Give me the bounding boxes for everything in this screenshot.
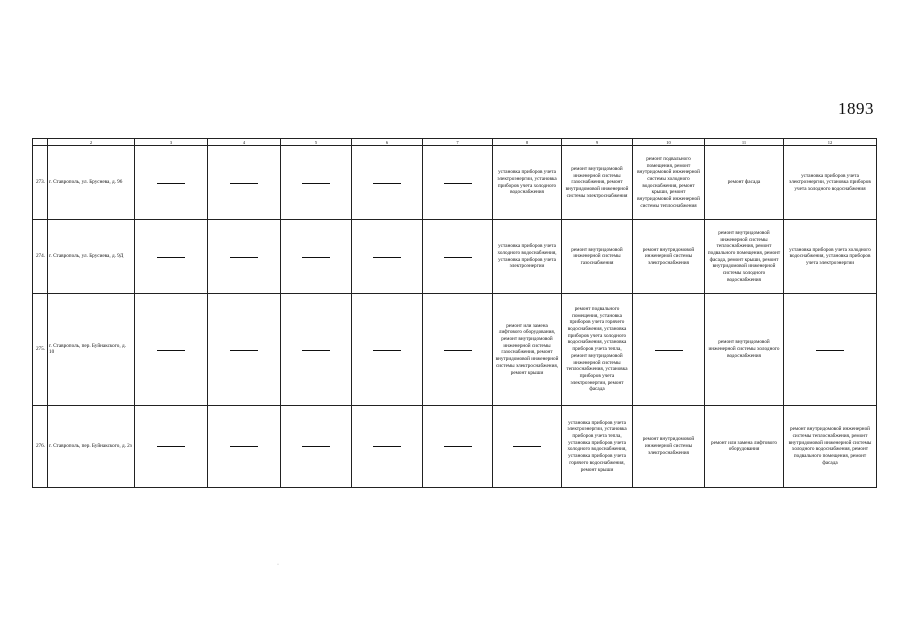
- scan-mark: ·: [277, 562, 279, 568]
- empty-dash-cell: [493, 405, 562, 487]
- empty-dash-cell: [423, 146, 493, 220]
- works-cell: ремонт внутридомовой инженерной системы газоснабжения, ремонт внутридомовой инженерной системы электроснабжения: [562, 146, 633, 220]
- dash-mark: [230, 350, 258, 351]
- works-cell: ремонт внутридомовой инженерной системы теплоснабжения, ремонт внутридомовой инженерной системы холодного водоснабжения, ремонт подвального помещения, ремонт фасада: [784, 405, 877, 487]
- empty-dash-cell: [208, 294, 281, 406]
- table-row: [33, 146, 877, 220]
- dash-mark: [444, 183, 472, 184]
- empty-dash-cell: [352, 220, 423, 294]
- dash-mark: [373, 350, 401, 351]
- dash-mark: [230, 183, 258, 184]
- row-number: 275.: [33, 294, 48, 406]
- page-number: 1893: [838, 99, 874, 118]
- header-cell: 5: [281, 139, 352, 146]
- works-cell: ремонт внутридомовой инженерной системы электроснабжения: [633, 405, 705, 487]
- header-cell: 6: [352, 139, 423, 146]
- empty-dash-cell: [281, 405, 352, 487]
- header-cell: 8: [493, 139, 562, 146]
- dash-mark: [230, 257, 258, 258]
- address-cell: г. Ставрополь, ул. Брусиева, д. 9Д: [48, 220, 135, 294]
- empty-dash-cell: [135, 146, 208, 220]
- works-cell: установка приборов учета электроэнергии, установка приборов учета холодного водоснабжения: [493, 146, 562, 220]
- dash-mark: [816, 350, 844, 351]
- header-cell: 3: [135, 139, 208, 146]
- address-cell: г. Ставрополь, ул. Бруснева, д. 96: [48, 146, 135, 220]
- works-cell: ремонт внутридомовой инженерной системы холодного водоснабжения: [705, 294, 784, 406]
- dash-mark: [444, 257, 472, 258]
- dash-mark: [157, 350, 185, 351]
- header-cell: 7: [423, 139, 493, 146]
- table-row: [33, 294, 877, 406]
- empty-dash-cell: [135, 220, 208, 294]
- works-cell: ремонт внутридомовой инженерной системы электроснабжения: [633, 220, 705, 294]
- table-row: [33, 405, 877, 487]
- dash-mark: [157, 257, 185, 258]
- header-cell: 4: [208, 139, 281, 146]
- header-cell: 2: [48, 139, 135, 146]
- row-number: 273.: [33, 146, 48, 220]
- works-cell: установка приборов учета холодного водоснабжения, установка приборов учета электроэнергии: [784, 220, 877, 294]
- dash-mark: [302, 183, 330, 184]
- row-number: 276.: [33, 405, 48, 487]
- dash-mark: [444, 350, 472, 351]
- works-cell: ремонт подвального помещения, установка приборов учета горячего водоснабжения, установка приборов учета холодного водоснабжения, установка приборов учета тепла, ремонт внутридомовой инженерной системы теплоснабжения, установка приборов учета электроэнергии, ремонт фасада: [562, 294, 633, 406]
- header-cell: 11: [705, 139, 784, 146]
- dash-mark: [157, 183, 185, 184]
- works-cell: ремонт или замена лифтового оборудования: [705, 405, 784, 487]
- empty-dash-cell: [352, 294, 423, 406]
- dash-mark: [302, 257, 330, 258]
- empty-dash-cell: [633, 294, 705, 406]
- empty-dash-cell: [784, 294, 877, 406]
- dash-mark: [157, 446, 185, 447]
- works-cell: ремонт внутридомовой инженерной системы газоснабжения: [562, 220, 633, 294]
- dash-mark: [655, 350, 683, 351]
- empty-dash-cell: [281, 220, 352, 294]
- dash-mark: [373, 183, 401, 184]
- works-cell: установка приборов учета холодного водоснабжения, установка приборов учета электроэнергии: [493, 220, 562, 294]
- works-cell: ремонт или замена лифтового оборудования, ремонт внутридомовой инженерной системы газоснабжения, ремонт внутридомовой инженерной системы электроснабжения, ремонт крыши: [493, 294, 562, 406]
- dash-mark: [230, 446, 258, 447]
- dash-mark: [444, 446, 472, 447]
- dash-mark: [373, 257, 401, 258]
- dash-mark: [302, 446, 330, 447]
- header-cell: 10: [633, 139, 705, 146]
- table-header-row: [33, 139, 877, 146]
- empty-dash-cell: [135, 405, 208, 487]
- table-row: [33, 220, 877, 294]
- dash-mark: [302, 350, 330, 351]
- works-cell: установка приборов учета электроэнергии, установка приборов учета холодного водоснабжения: [784, 146, 877, 220]
- empty-dash-cell: [423, 294, 493, 406]
- address-cell: г. Ставрополь, пер. Буйнакского, д. 10: [48, 294, 135, 406]
- dash-mark: [373, 446, 401, 447]
- empty-dash-cell: [352, 146, 423, 220]
- empty-dash-cell: [423, 220, 493, 294]
- works-cell: ремонт фасада: [705, 146, 784, 220]
- empty-dash-cell: [208, 146, 281, 220]
- works-cell: ремонт подвального помещения, ремонт внутридомовой инженерной системы холодного водоснабжения, ремонт крыши, ремонт внутридомовой инженерной системы теплоснабжения: [633, 146, 705, 220]
- header-cell: 12: [784, 139, 877, 146]
- empty-dash-cell: [208, 220, 281, 294]
- repair-schedule-table: [32, 138, 877, 488]
- row-number: 274.: [33, 220, 48, 294]
- empty-dash-cell: [135, 294, 208, 406]
- dash-mark: [513, 446, 541, 447]
- empty-dash-cell: [281, 294, 352, 406]
- works-cell: ремонт внутридомовой инженерной системы теплоснабжения, ремонт подвального помещения, ремонт фасада, ремонт крыши, ремонт внутридомовой инженерной системы холодного водоснабжения: [705, 220, 784, 294]
- empty-dash-cell: [208, 405, 281, 487]
- header-cell: 9: [562, 139, 633, 146]
- empty-dash-cell: [352, 405, 423, 487]
- empty-dash-cell: [281, 146, 352, 220]
- address-cell: г. Ставрополь, пер. Буйнакского, д. 2з: [48, 405, 135, 487]
- works-cell: установка приборов учета электроэнергии, установка приборов учета тепла, установка приборов учета холодного водоснабжения, установка приборов учета горячего водоснабжения, ремонт крыши: [562, 405, 633, 487]
- empty-dash-cell: [423, 405, 493, 487]
- header-cell: [33, 139, 48, 146]
